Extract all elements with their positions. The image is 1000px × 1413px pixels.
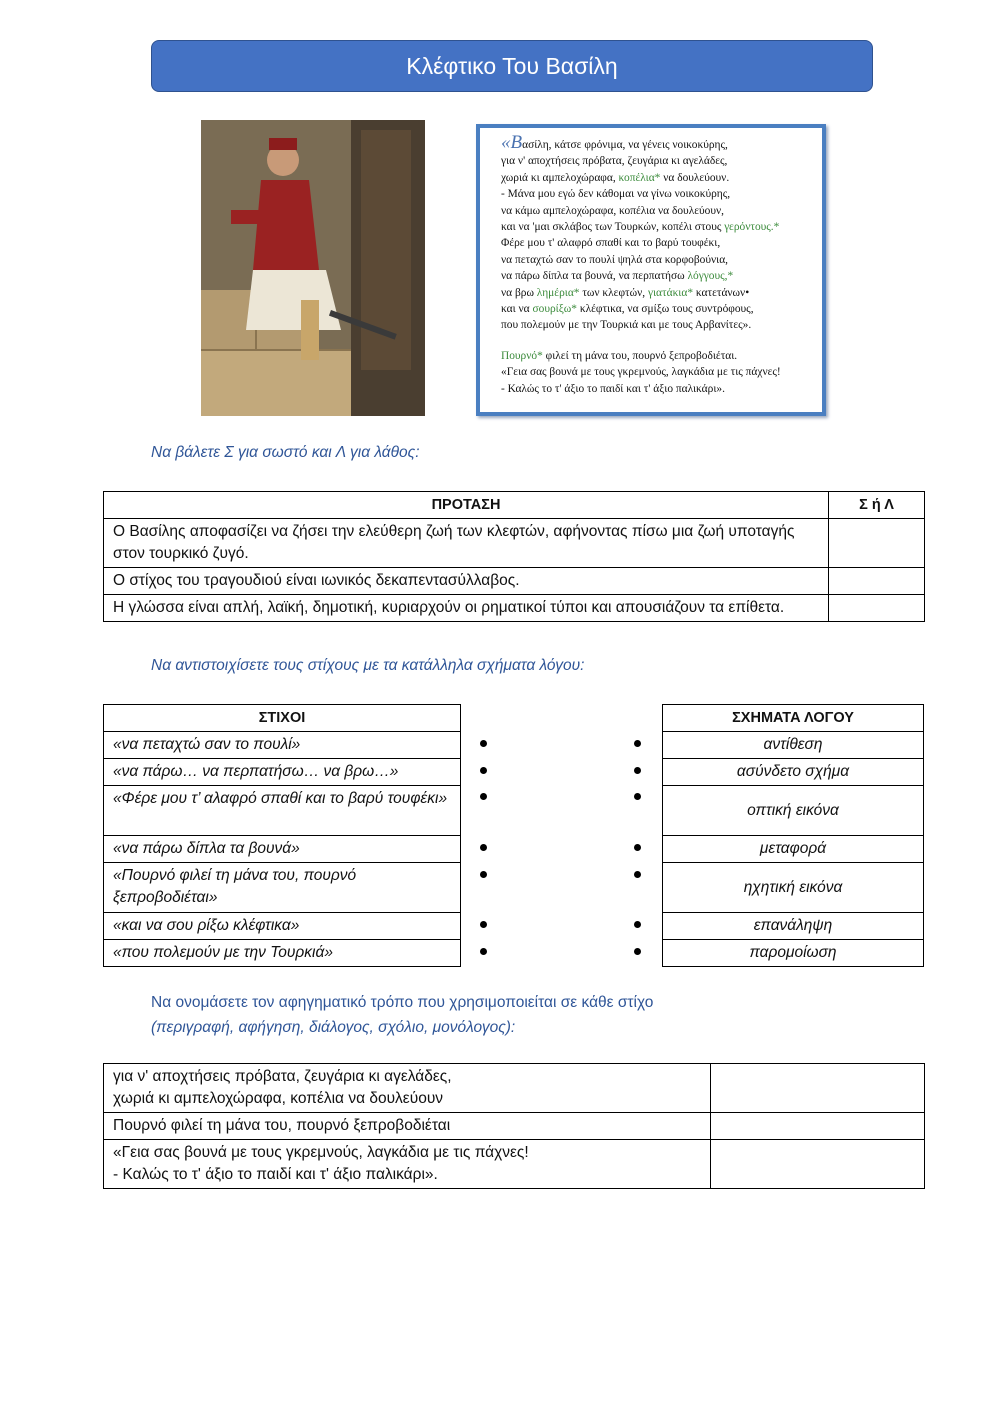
answer-cell[interactable] xyxy=(711,1140,925,1189)
statement-cell: Ο Βασίλης αποφασίζει να ζήσει την ελεύθερη ζωή των κλεφτών, αφήνοντας πίσω μια ζωή υποταγής στον τουρκικό ζυγό. xyxy=(104,519,829,568)
match-bullet[interactable] xyxy=(480,740,487,747)
poem-text: φιλεί τη μάνα του, πουρνό ξεπροβοδιέται. xyxy=(542,349,738,362)
verse-cell: «και να σου ρίξω κλέφτικα» xyxy=(104,913,461,940)
match-bullet[interactable] xyxy=(480,921,487,928)
poem-text: και να 'μαι σκλάβος των Τουρκών, κοπέλι στους xyxy=(501,221,725,234)
poem-text: να πάρω δίπλα τα βουνά, να περπατήσω xyxy=(501,270,688,283)
poem-line xyxy=(501,285,812,301)
poem-text: να κάμω αμπελοχώραφα, κοπέλια να δουλεύουν, xyxy=(501,204,724,217)
match-bullet[interactable] xyxy=(480,767,487,774)
figure-cell: ασύνδετο σχήμα xyxy=(663,759,924,786)
poem-line xyxy=(501,186,812,202)
poem-line xyxy=(501,252,812,268)
poem-text: « xyxy=(501,132,511,153)
poem-text: Φέρε μου τ' αλαφρό σπαθί και το βαρύ τουφέκι, xyxy=(501,237,721,250)
poem-text: για ν' αποχτήσεις πρόβατα, ζευγάρια κι αγελάδες, xyxy=(501,155,728,168)
figure-cell: ηχητική εικόνα xyxy=(663,863,924,913)
table-row xyxy=(104,519,925,568)
figure-cell: αντίθεση xyxy=(663,732,924,759)
poem-line xyxy=(501,268,812,284)
poem-text: γιατάκια* xyxy=(647,286,694,299)
match-bullet[interactable] xyxy=(634,767,641,774)
match-bullet[interactable] xyxy=(634,740,641,747)
poem-line xyxy=(501,317,812,333)
verse-cell xyxy=(104,1113,711,1140)
poem-text: και να xyxy=(501,303,533,316)
poem-text: να πεταχτώ σαν το πουλί ψηλά στα κορφοβούνια, xyxy=(501,253,729,266)
verse-line: για ν' αποχτήσεις πρόβατα, ζευγάρια κι αγελάδες, xyxy=(113,1068,452,1085)
answer-cell[interactable] xyxy=(829,519,925,568)
poem-text: ασίλη, κάτσε φρόνιμα, να γένεις νοικοκύρης, xyxy=(522,139,728,151)
answer-cell[interactable] xyxy=(711,1113,925,1140)
match-bullet[interactable] xyxy=(480,871,487,878)
poem-text: - Μάνα μου εγώ δεν κάθομαι να γίνω νοικοκύρης, xyxy=(501,188,731,201)
match-bullet[interactable] xyxy=(634,948,641,955)
verse-line: Πουρνό φιλεί τη μάνα του, πουρνό ξεπροβοδιέται xyxy=(113,1117,451,1134)
section2-heading: Να αντιστοιχίσετε τους στίχους με τα κατάλληλα σχήματα λόγου: xyxy=(151,657,585,674)
poem-line xyxy=(501,170,812,186)
section3-heading xyxy=(151,990,653,1040)
poem-box xyxy=(476,124,826,416)
page-title: Κλέφτικο Του Βασίλη xyxy=(151,40,873,92)
match-bullet[interactable] xyxy=(480,948,487,955)
verses-table xyxy=(103,704,461,967)
column-header-statement: ΠΡΟΤΑΣΗ xyxy=(104,492,829,519)
match-bullet[interactable] xyxy=(480,793,487,800)
poem-text: Β xyxy=(510,132,523,153)
verse-cell: «που πολεμούν με την Τουρκιά» xyxy=(104,940,461,967)
poem-text: λόγγους,* xyxy=(687,270,734,283)
poem-line xyxy=(501,301,812,317)
poem-text: να δουλεύουν. xyxy=(660,171,730,184)
poem-text: - Καλώς το τ' άξιο το παιδί και τ' άξιο παλικάρι». xyxy=(501,382,725,395)
verse-cell: «Πουρνό φιλεί τη μάνα του, πουρνό ξεπροβοδιέται» xyxy=(104,863,461,913)
poem-line xyxy=(501,381,812,397)
column-header-answer: Σ ή Λ xyxy=(829,492,925,519)
answer-cell[interactable] xyxy=(829,595,925,622)
match-bullet[interactable] xyxy=(634,844,641,851)
column-header-verses: ΣΤΙΧΟΙ xyxy=(104,705,461,732)
portrait-painting xyxy=(201,120,425,416)
figures-of-speech-table xyxy=(662,704,924,967)
figure-cell: παρομοίωση xyxy=(663,940,924,967)
poem-line xyxy=(501,132,812,153)
answer-cell[interactable] xyxy=(711,1064,925,1113)
poem-text: να βρω xyxy=(501,286,537,299)
poem-stanza-2 xyxy=(501,348,812,397)
poem-text: χωριά κι αμπελοχώραφα, xyxy=(501,171,619,184)
answer-cell[interactable] xyxy=(829,568,925,595)
verse-cell xyxy=(104,1140,711,1189)
verse-line: «Γεια σας βουνά με τους γκρεμνούς, λαγκάδια με τις πάχνες! xyxy=(113,1144,529,1161)
match-bullet[interactable] xyxy=(634,921,641,928)
poem-text: «Γεια σας βουνά με τους γκρεμνούς, λαγκάδια με τις πάχνες! xyxy=(501,366,781,379)
table-row xyxy=(104,1140,925,1189)
verse-line: χωριά κι αμπελοχώραφα, κοπέλια να δουλεύουν xyxy=(113,1090,444,1107)
poem-line xyxy=(501,203,812,219)
match-bullet[interactable] xyxy=(634,871,641,878)
table-row xyxy=(104,568,925,595)
poem-text: κοπέλια* xyxy=(618,171,661,184)
verse-line: - Καλώς το τ' άξιο το παιδί και τ' άξιο παλικάρι». xyxy=(113,1166,438,1183)
verse-cell: «να πάρω… να περπατήσω… να βρω…» xyxy=(104,759,461,786)
verse-cell: «Φέρε μου τ’ αλαφρό σπαθί και το βαρύ τουφέκι» xyxy=(104,786,461,836)
verse-cell xyxy=(104,1064,711,1113)
poem-line xyxy=(501,219,812,235)
figure-cell: μεταφορά xyxy=(663,836,924,863)
section3-heading-line1: Να ονομάσετε τον αφηγηματικό τρόπο που χρησιμοποιείται σε κάθε στίχο xyxy=(151,994,654,1011)
statement-cell: Ο στίχος του τραγουδιού είναι ιωνικός δεκαπεντασύλλαβος. xyxy=(104,568,829,595)
figure-cell: οπτική εικόνα xyxy=(663,786,924,836)
match-bullet[interactable] xyxy=(480,844,487,851)
section1-heading: Να βάλετε Σ για σωστό και Λ για λάθος: xyxy=(151,444,420,461)
column-header-figures: ΣΧΗΜΑΤΑ ΛΟΓΟΥ xyxy=(663,705,924,732)
poem-line xyxy=(501,153,812,169)
table-row xyxy=(104,1064,925,1113)
poem-line xyxy=(501,348,812,364)
poem-line xyxy=(501,364,812,380)
poem-text: σουρίξω* xyxy=(532,303,577,316)
table-row xyxy=(104,1113,925,1140)
section3-heading-line2: (περιγραφή, αφήγηση, διάλογος, σχόλιο, μονόλογος): xyxy=(151,1019,516,1036)
poem-text: κλέφτικα, να σμίξω τους συντρόφους, xyxy=(577,303,754,316)
match-bullet[interactable] xyxy=(634,793,641,800)
verse-cell: «να πάρω δίπλα τα βουνά» xyxy=(104,836,461,863)
poem-text: κατετάνων• xyxy=(693,286,750,299)
narrative-mode-table xyxy=(103,1063,925,1189)
poem-text: που πολεμούν με την Τουρκιά και με τους Αρβανίτες». xyxy=(501,319,752,332)
poem-text: λημέρια* xyxy=(536,286,580,299)
statement-cell: Η γλώσσα είναι απλή, λαϊκή, δημοτική, κυριαρχούν οι ρηματικοί τύποι και απουσιάζουν τα επίθετα. xyxy=(104,595,829,622)
verse-cell: «να πεταχτώ σαν το πουλί» xyxy=(104,732,461,759)
poem-text: Πουρνό* xyxy=(501,349,543,362)
poem-line xyxy=(501,235,812,251)
true-false-table xyxy=(103,491,925,622)
poem-stanza-1 xyxy=(501,132,812,334)
table-row xyxy=(104,595,925,622)
figure-cell: επανάληψη xyxy=(663,913,924,940)
poem-text: γερόντους.* xyxy=(724,221,780,234)
poem-text: των κλεφτών, xyxy=(579,286,648,299)
